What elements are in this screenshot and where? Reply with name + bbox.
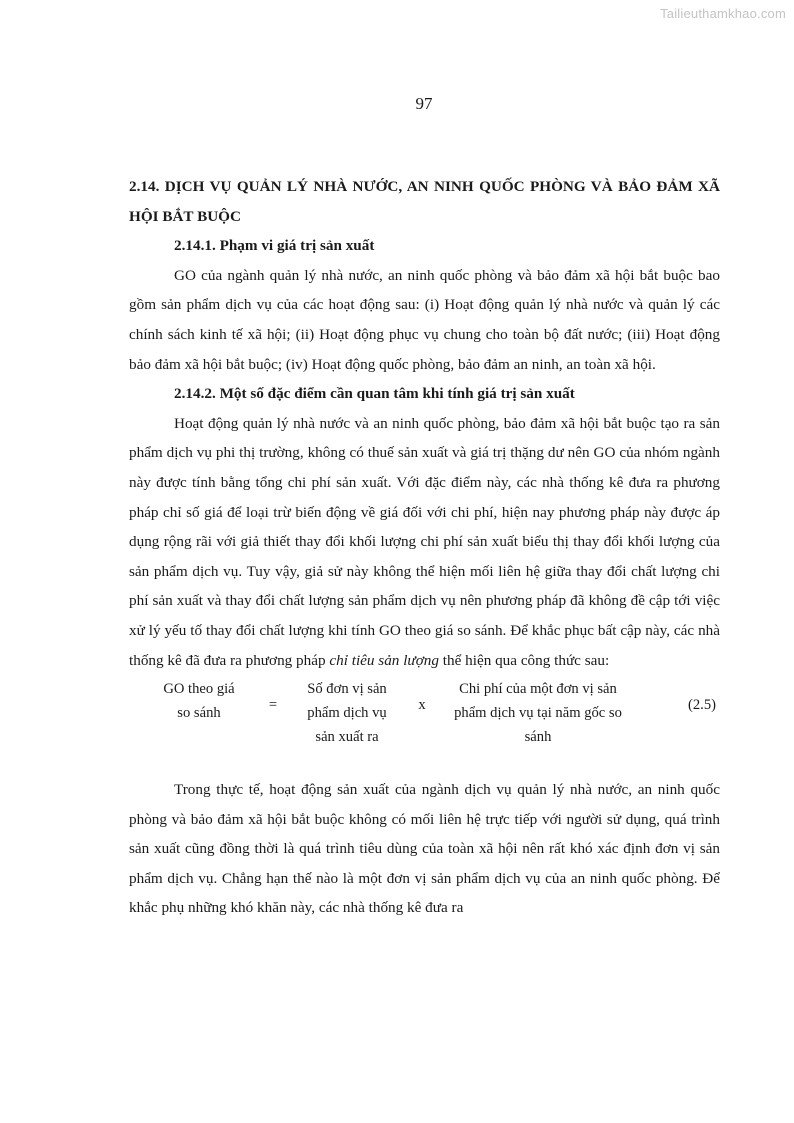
subsection-title-features: 2.14.2. Một số đặc điểm cần quan tâm khi tính giá trị sản xuất (174, 385, 575, 403)
formula-number: (2.5) (688, 697, 716, 714)
paragraph-features-tail: thể hiện qua công thức sau: (439, 651, 610, 669)
paragraph-closing: Trong thực tế, hoạt động sản xuất của ngành dịch vụ quản lý nhà nước, an ninh quốc phòng và bảo đảm xã hội bắt buộc không có mối liên hệ trực tiếp với người sử dụng, quá trình sản xuất cũng đồng thời là quá trình tiêu dùng của toàn xã hội nên rất khó xác định đơn vị sản phẩm dịch vụ. Chẳng hạn thế nào là một đơn vị sản phẩm dịch vụ của an ninh quốc phòng. Để khắc phụ những khó khăn này, các nhà thống kê đưa ra (129, 781, 720, 917)
formula-term-line: Chi phí của một đơn vị sản (459, 681, 617, 698)
page-number: 97 (415, 94, 433, 113)
formula-term-line: sánh (524, 729, 552, 746)
formula-lhs-line: GO theo giá (163, 681, 235, 698)
paragraph-features (129, 409, 720, 675)
formula-term-cost (438, 677, 638, 749)
formula-term-line: phẩm dịch vụ (307, 705, 387, 722)
paragraph-features-text: Hoạt động quản lý nhà nước và an ninh quốc phòng, bảo đảm xã hội bắt buộc tạo ra sản phẩm dịch vụ phi thị trường, không có thuế sản xuất và giá trị thặng dư nên GO của nhóm ngành này được tính bằng tổng chi phí sản xuất. Với đặc điểm này, các nhà thống kê đưa ra phương pháp chỉ số giá để loại trừ biến động về giá đối với chi phí, hiện nay phương pháp này được áp dụng rộng rãi với giả thiết thay đổi khối lượng chi phí sản xuất biểu thị thay đổi khối lượng của sản phẩm dịch vụ. Tuy vậy, giả sử này không thể hiện mối liên hệ giữa thay đổi chất lượng chi phí sản xuất và thay đổi chất lượng sản phẩm dịch vụ nên phương pháp đã không đề cập tới việc xử lý yếu tố thay đổi chất lượng khi tính GO theo giá so sánh. Để khắc phục bất cập này, các nhà thống kê đã đưa ra phương pháp (129, 414, 720, 669)
paragraph-scope: GO của ngành quản lý nhà nước, an ninh quốc phòng và bảo đảm xã hội bắt buộc bao gồm sản phẩm dịch vụ của các hoạt động sau: (i) Hoạt động quản lý nhà nước và quản lý các chính sách kinh tế xã hội; (ii) Hoạt động phục vụ chung cho toàn bộ đất nước; (iii) Hoạt động bảo đảm xã hội bắt buộc; (iv) Hoạt động quốc phòng, bảo đảm an ninh, an toàn xã hội. (129, 266, 720, 373)
site-watermark: Tailieuthamkhao.com (660, 6, 786, 21)
formula-times: x (418, 697, 426, 714)
formula-term-units (291, 677, 403, 749)
document-body (129, 172, 720, 923)
formula-lhs (149, 677, 249, 725)
formula-equals: = (268, 697, 278, 714)
formula-lhs-line: so sánh (177, 705, 221, 722)
formula-term-line: phẩm dịch vụ tại năm gốc so (454, 705, 622, 722)
formula-term-line: Số đơn vị sản (307, 681, 387, 698)
section-heading: 2.14. DỊCH VỤ QUẢN LÝ NHÀ NƯỚC, AN NINH QUỐC PHÒNG VÀ BẢO ĐẢM XÃ HỘI BẮT BUỘC (129, 178, 720, 225)
formula-2-5 (129, 677, 720, 749)
italic-term: chỉ tiêu sản lượng (329, 651, 439, 669)
formula-term-line: sản xuất ra (315, 729, 379, 746)
subsection-title-scope: 2.14.1. Phạm vi giá trị sản xuất (174, 237, 375, 255)
